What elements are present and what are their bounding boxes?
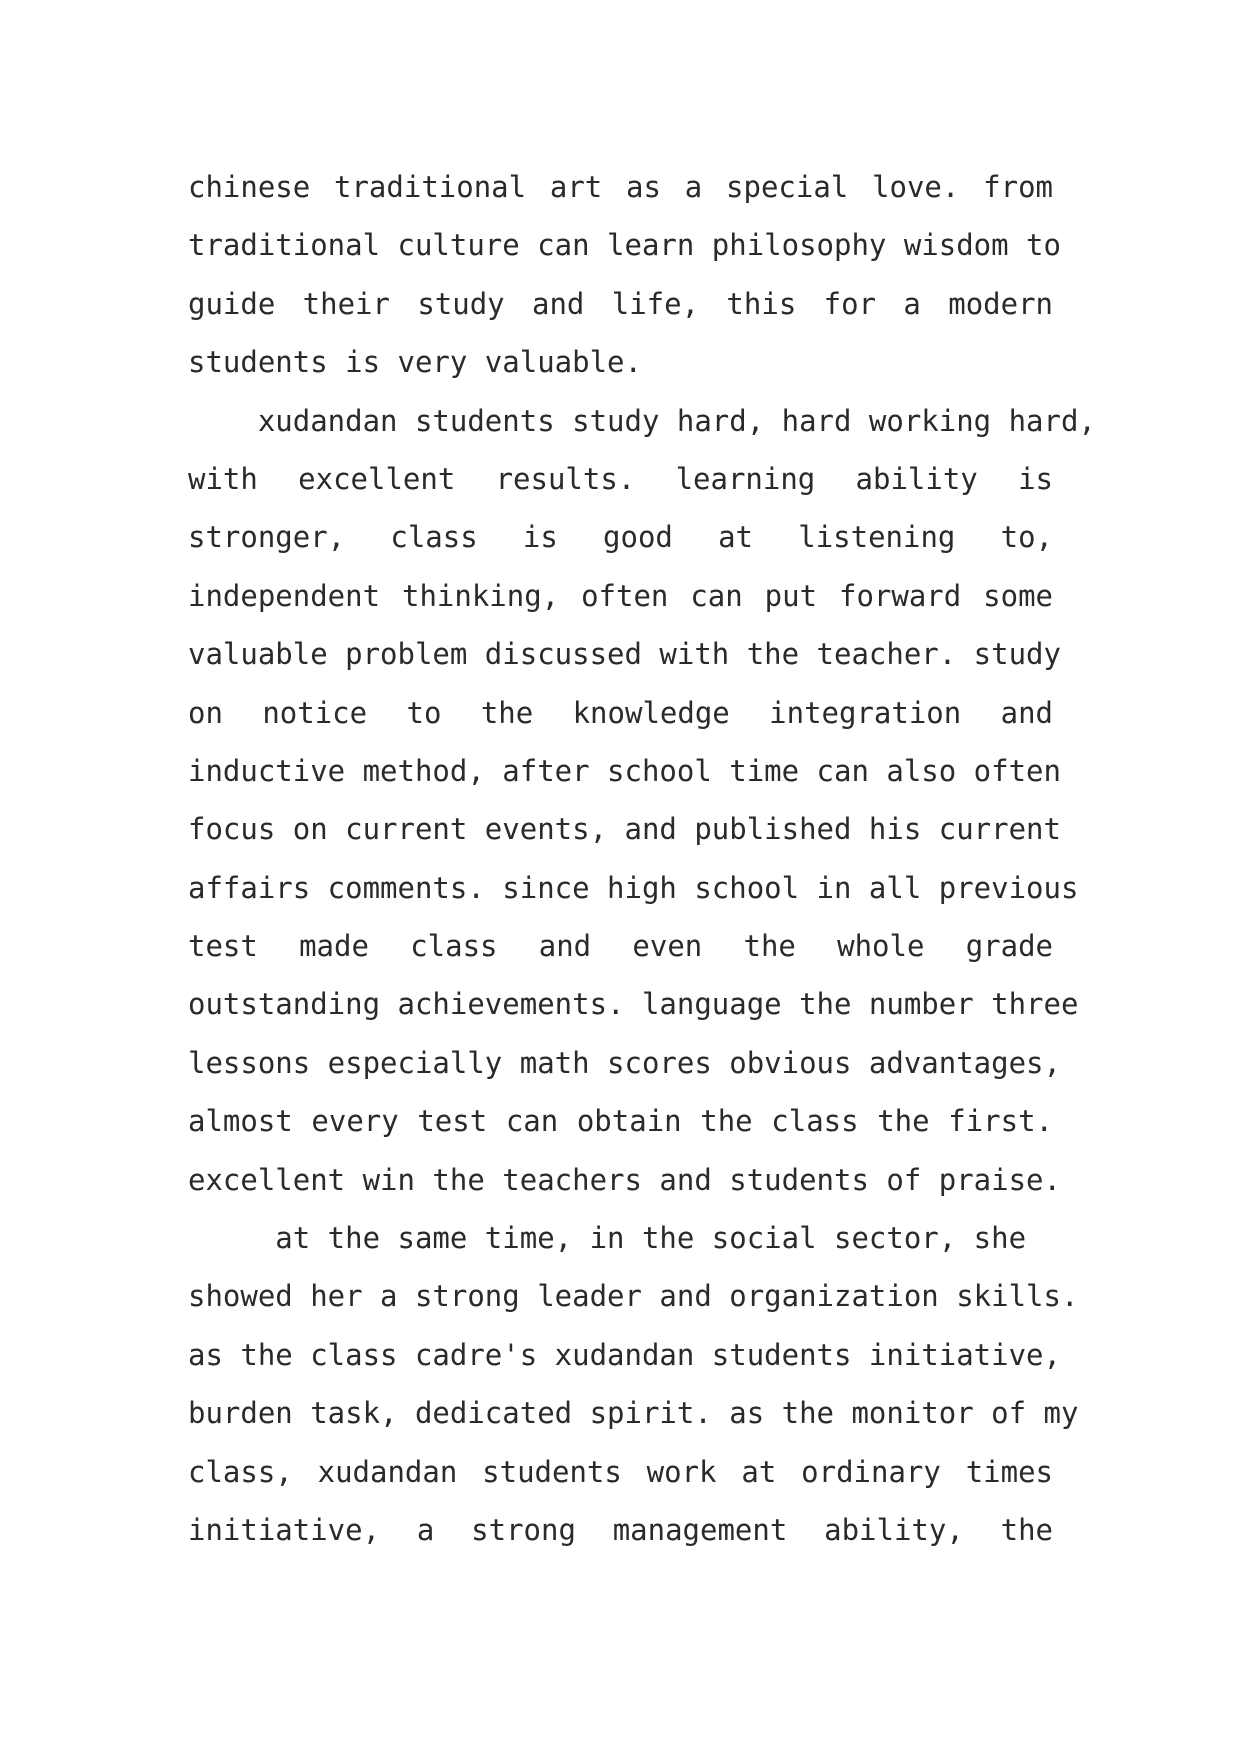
text-line: on notice to the knowledge integration and xyxy=(188,695,1053,730)
text-line: almost every test can obtain the class the first. xyxy=(188,1104,1053,1139)
text-line: independent thinking, often can put forward some xyxy=(188,578,1053,613)
text-line: traditional culture can learn philosophy wisdom to xyxy=(188,228,1061,263)
text-line: excellent win the teachers and students of praise. xyxy=(188,1162,1061,1197)
text-line: as the class cadre's xudandan students initiative, xyxy=(188,1337,1061,1372)
text-line: lessons especially math scores obvious advantages, xyxy=(188,1045,1061,1080)
text-line: at the same time, in the social sector, she xyxy=(188,1221,1027,1256)
text-line: stronger, class is good at listening to, xyxy=(188,520,1053,555)
text-line: students is very valuable. xyxy=(188,345,642,380)
text-line: chinese traditional art as a special love. from xyxy=(188,170,1053,204)
text-line: xudandan students study hard, hard working hard, xyxy=(188,403,1096,438)
text-line: valuable problem discussed with the teacher. study xyxy=(188,637,1061,672)
text-line: inductive method, after school time can also often xyxy=(188,753,1061,788)
text-line: burden task, dedicated spirit. as the monitor of my xyxy=(188,1396,1079,1431)
text-line: outstanding achievements. language the number three xyxy=(188,987,1079,1022)
text-line: class, xudandan students work at ordinary times xyxy=(188,1454,1053,1489)
text-line: guide their study and life, this for a modern xyxy=(188,286,1053,321)
text-line: showed her a strong leader and organization skills. xyxy=(188,1279,1079,1314)
text-line: affairs comments. since high school in all previous xyxy=(188,870,1079,905)
text-line: test made class and even the whole grade xyxy=(188,929,1053,964)
text-line: initiative, a strong management ability, the xyxy=(188,1512,1053,1547)
text-line: with excellent results. learning ability is xyxy=(188,461,1053,496)
body-text xyxy=(188,158,1096,1559)
text-line: focus on current events, and published his current xyxy=(188,812,1061,847)
